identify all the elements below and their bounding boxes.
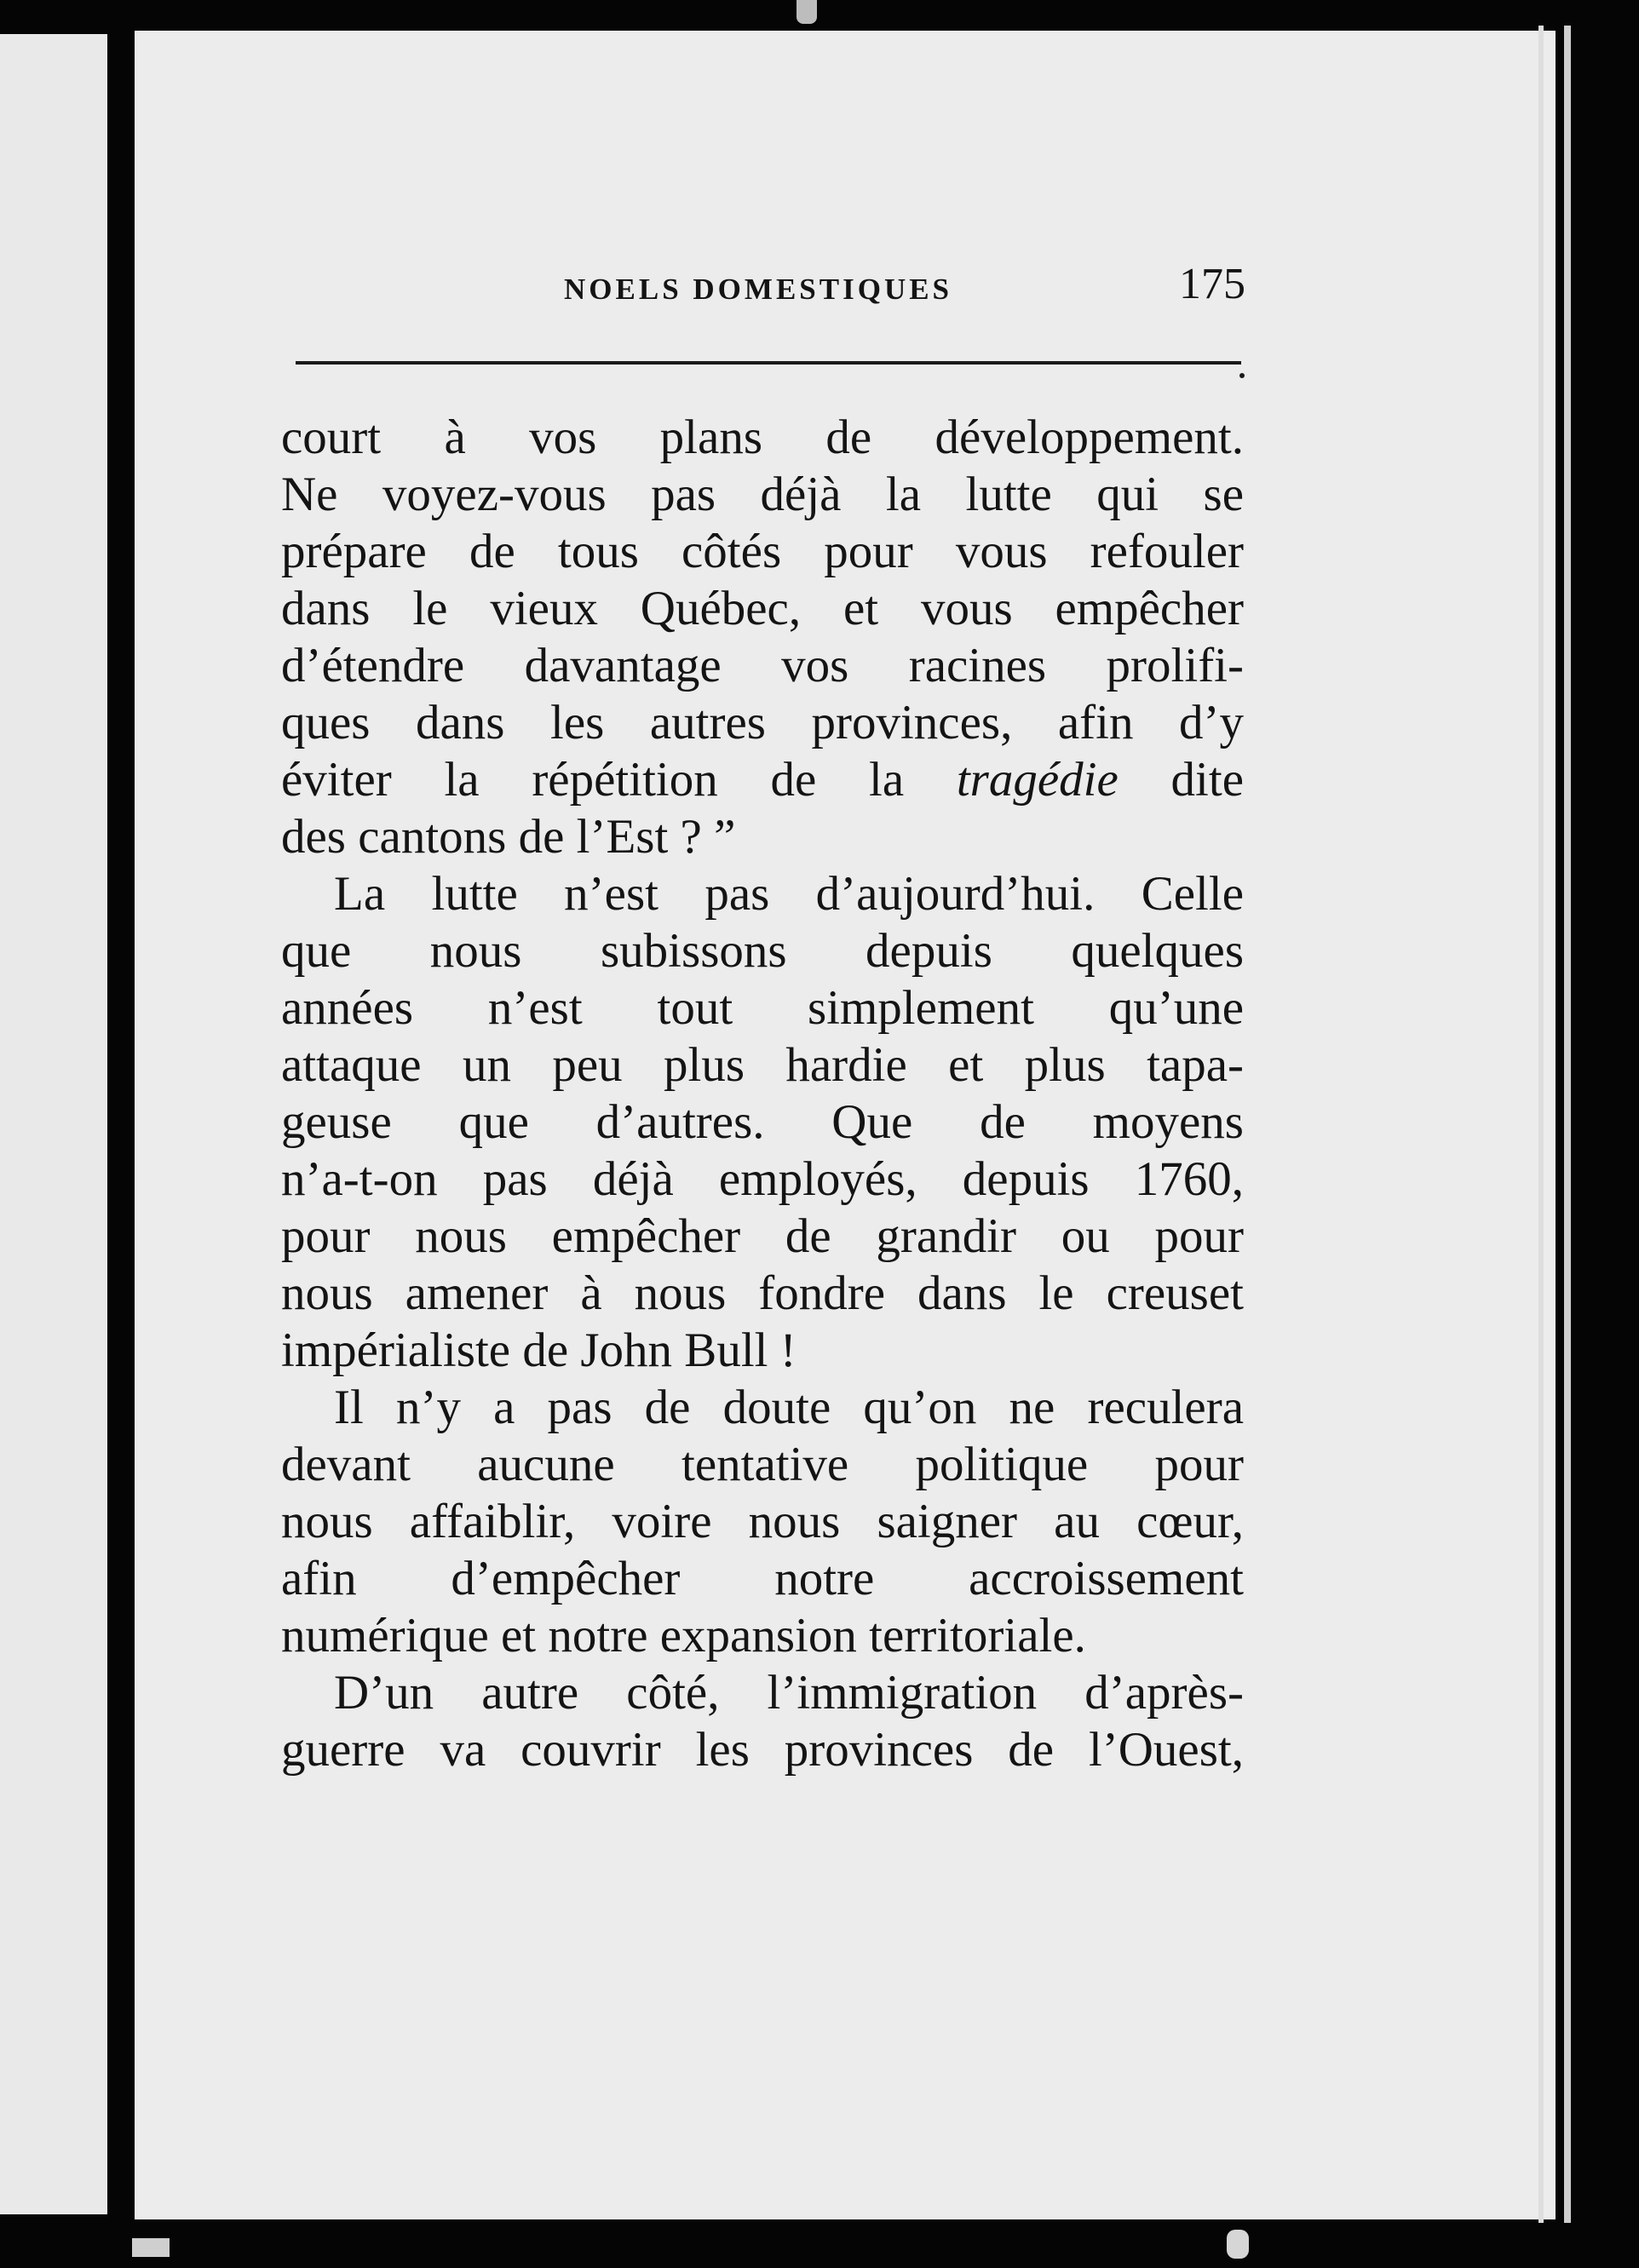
text-line: ques dans les autres provinces, afin d’y (281, 696, 1244, 749)
facing-page-edge (0, 34, 107, 2214)
running-head: NOELS DOMESTIQUES (564, 273, 953, 306)
text-line: des cantons de l’Est ? ” (281, 810, 736, 864)
text-line: devant aucune tentative politique pour (281, 1438, 1244, 1491)
text-line: d’étendre davantage vos racines prolifi- (281, 639, 1244, 692)
paragraph-start: Il n’y a pas de doute qu’on ne reculera (334, 1381, 1244, 1434)
scan-mark (1227, 2230, 1249, 2259)
text-line: Ne voyez-vous pas déjà la lutte qui se (281, 468, 1244, 521)
binding-artifact (796, 0, 817, 24)
text-line: attaque un peu plus hardie et plus tapa- (281, 1038, 1244, 1092)
text-line: afin d’empêcher notre accroissement (281, 1552, 1244, 1605)
header-rule-dot (1239, 373, 1245, 378)
text-line-with-italic (281, 751, 1244, 808)
text-line: dans le vieux Québec, et vous empêcher (281, 582, 1244, 635)
italic-word: tragédie (956, 753, 1119, 807)
scan-mark (132, 2238, 170, 2257)
paragraph-start: La lutte n’est pas d’aujourd’hui. Celle (334, 867, 1244, 921)
text-line: pour nous empêcher de grandir ou pour (281, 1209, 1244, 1263)
text-line: années n’est tout simplement qu’une (281, 981, 1244, 1035)
text-fragment: dite (1170, 753, 1244, 807)
text-line: court à vos plans de développement. (281, 411, 1244, 464)
text-line: n’a-t-on pas déjà employés, depuis 1760, (281, 1152, 1244, 1206)
page-edge-shadow-outer (1564, 26, 1571, 2223)
text-line: nous amener à nous fondre dans le creuset (281, 1266, 1244, 1320)
page-number: 175 (1179, 260, 1245, 308)
text-line: que nous subissons depuis quelques (281, 924, 1244, 978)
header-rule (296, 361, 1241, 365)
text-line: geuse que d’autres. Que de moyens (281, 1095, 1244, 1149)
paragraph-start: D’un autre côté, l’immigration d’après- (334, 1666, 1244, 1720)
text-line: guerre va couvrir les provinces de l’Ouest, (281, 1723, 1244, 1777)
text-line: prépare de tous côtés pour vous refouler (281, 525, 1244, 578)
text-line: numérique et notre expansion territoriale. (281, 1609, 1086, 1662)
body-text (281, 409, 1244, 1778)
page-edge-shadow (1538, 26, 1544, 2223)
page-header (283, 257, 1245, 317)
text-line: impérialiste de John Bull ! (281, 1323, 796, 1377)
text-fragment: éviter la répétition de la (281, 753, 905, 807)
text-line: nous affaiblir, voire nous saigner au cœur, (281, 1495, 1244, 1548)
